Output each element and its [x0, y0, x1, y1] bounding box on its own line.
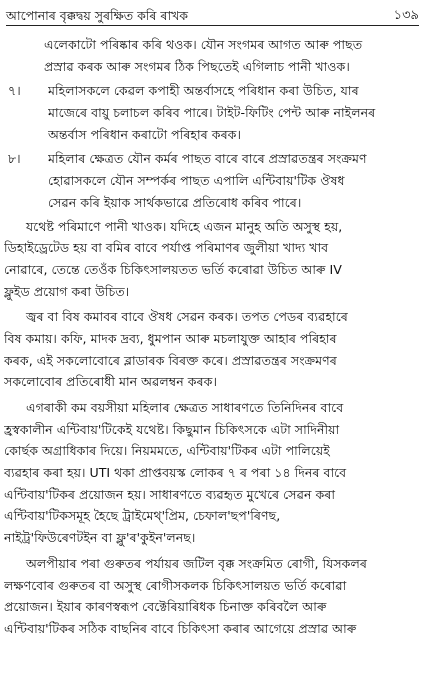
- page-number: ১৩৯: [393, 8, 419, 23]
- text-line: মহিলাৰ ক্ষেত্ৰত যৌন কৰ্মৰ পাছত বাৰে বাৰে প্ৰস্ৰাৱতন্ত্ৰৰ সংক্ৰমণ: [48, 151, 367, 167]
- text-line: লক্ষণবোৰ গুৰুতৰ বা অসুস্থ ৰোগীসকলক চিকিৎসালয়ত ভৰ্তি কৰোৱা: [4, 577, 347, 593]
- intro-paragraph: [4, 34, 421, 77]
- list-number: ৭।: [8, 83, 21, 99]
- running-header: [6, 3, 419, 26]
- text-line: মাজেৰে বায়ু চলাচল কৰিব পাৰে। টাইট-ফিটিং পেন্ট আৰু নাইলনৰ: [48, 105, 376, 121]
- text-line: যথেষ্ট পৰিমাণে পানী খাওক। যদিহে এজন মানুহ অতি অসুস্থ হয়,: [26, 218, 343, 234]
- text-line: ব্যৱহাৰ কৰা হয়। UTI থকা প্ৰাপ্তবয়স্ক লোকৰ ৭ ৰ পৰা ১৪ দিনৰ বাবে: [4, 465, 347, 481]
- text-line: এগৰাকী কম বয়সীয়া মহিলাৰ ক্ষেত্ৰত সাধাৰণতে তিনিদিনৰ বাবে: [26, 400, 344, 415]
- text-line: নাইট্ৰ'ফিউৰেণটইন বা ফ্লু'ৰ'কুইন'লনছ।: [4, 530, 196, 546]
- text-line: কোৰ্ছক অগ্ৰাধিকাৰ দিয়ে। নিয়মমতে, এন্টিবায়'টিকৰ এটা পালিয়েই: [4, 443, 330, 459]
- text-line: জ্বৰ বা বিষ কমাবৰ বাবে ঔষধ সেৱন কৰক। তপত পেডৰ ব্যৱহাৰে: [26, 309, 348, 325]
- text-line: ডিহাইড্ৰেটেড হয় বা বমিৰ বাবে পৰ্যাপ্ত পৰিমাণৰ জুলীয়া খাদ্য খাব: [4, 240, 329, 256]
- list-item-8: [4, 148, 421, 213]
- text-line: প্ৰয়োজন। ইয়াৰ কাৰণস্বৰূপ বেক্টেৰিয়াৰিধক চিনাক্ত কৰিবলৈ আৰু: [4, 599, 327, 615]
- text-line: সেৱন কৰি ইয়াক সাৰ্থকভাৱে প্ৰতিৰোধ কৰিব পাৰে।: [48, 194, 302, 210]
- text-line: সকলোবোৰ প্ৰতিৰোধী মান অৱলম্বন কৰক।: [4, 374, 217, 390]
- text-line: বিষ কমায়। কফি, মাদক দ্ৰব্য, ধুমপান আৰু মচলাযুক্ত আহাৰ পৰিহাৰ: [4, 330, 337, 346]
- list-number: ৮।: [8, 151, 21, 167]
- text-line: ফ্লুইড প্ৰয়োগ কৰা উচিত।: [4, 283, 130, 299]
- text-line: এন্টিবায়'টিকৰ প্ৰয়োজন হয়। সাধাৰণতে ব্যৱহৃত মুখেৰে সেৱন কৰা: [4, 486, 336, 502]
- text-line: হোৱাসকলে যৌন সম্পৰ্কৰ পাছত এপালি এন্টিবায়'টিক ঔষধ: [48, 173, 345, 189]
- text-line: নোৱাৰে, তেন্তে তেওঁক চিকিৎসালয়তত ভৰ্তি কৰোৱা উচিত আৰু IV: [4, 261, 342, 277]
- header-title: আপোনাৰ বৃক্কদ্বয় সুৰক্ষিত কৰি ৰাখক: [6, 8, 189, 23]
- text-line: মহিলাসকলে কেৱল কপাহী অন্তৰ্বাসহে পৰিধান কৰা উচিত, যাৰ: [48, 83, 359, 99]
- text-line: অন্তৰ্বাস পৰিধান কৰাটো পৰিহাৰ কৰক।: [48, 126, 241, 142]
- text-line: কৰক, এই সকলোবোৰে ব্লাডাৰক বিৰক্ত কৰে। প্ৰস্ৰাৱতন্ত্ৰৰ সংক্ৰমণৰ: [4, 352, 337, 368]
- paragraph-antibiotics: [4, 397, 421, 549]
- text-line: এন্টিবায়'টিকৰ সঠিক বাছনিৰ বাবে চিকিৎসা কৰাৰ আগেয়ে প্ৰস্ৰাৱ আৰু: [4, 620, 357, 636]
- list-item-7: [4, 80, 421, 145]
- body-text: [4, 34, 421, 640]
- text-line: প্ৰস্ৰাৱ কৰক আৰু সংগমৰ ঠিক পিছতেই এগিলাচ পানী খাওক।: [44, 58, 350, 74]
- text-line: হ্ৰস্বকালীন এন্টিবায়'টিকেই যথেষ্ট। কিছুমান চিকিৎসকে এটা সাদিনীয়া: [4, 421, 340, 437]
- text-line: এলেকাটো পৰিষ্কাৰ কৰি থওক। যৌন সংগমৰ আগত আৰু পাছত: [44, 37, 363, 52]
- paragraph-hospital: [4, 553, 421, 640]
- text-line: অলপীয়াৰ পৰা গুৰুতৰ পৰ্যায়ৰ জটিল বৃক্ক সংক্ৰমিত ৰোগী, যিসকলৰ: [26, 555, 367, 571]
- paragraph-fluids: [4, 216, 421, 303]
- paragraph-pain: [4, 306, 421, 393]
- text-line: এন্টিবায়'টিকসমূহ হৈছে ট্ৰাইমেথ্'প্ৰিম, চেফাল'ছপ'ৰিণছ,: [4, 508, 281, 524]
